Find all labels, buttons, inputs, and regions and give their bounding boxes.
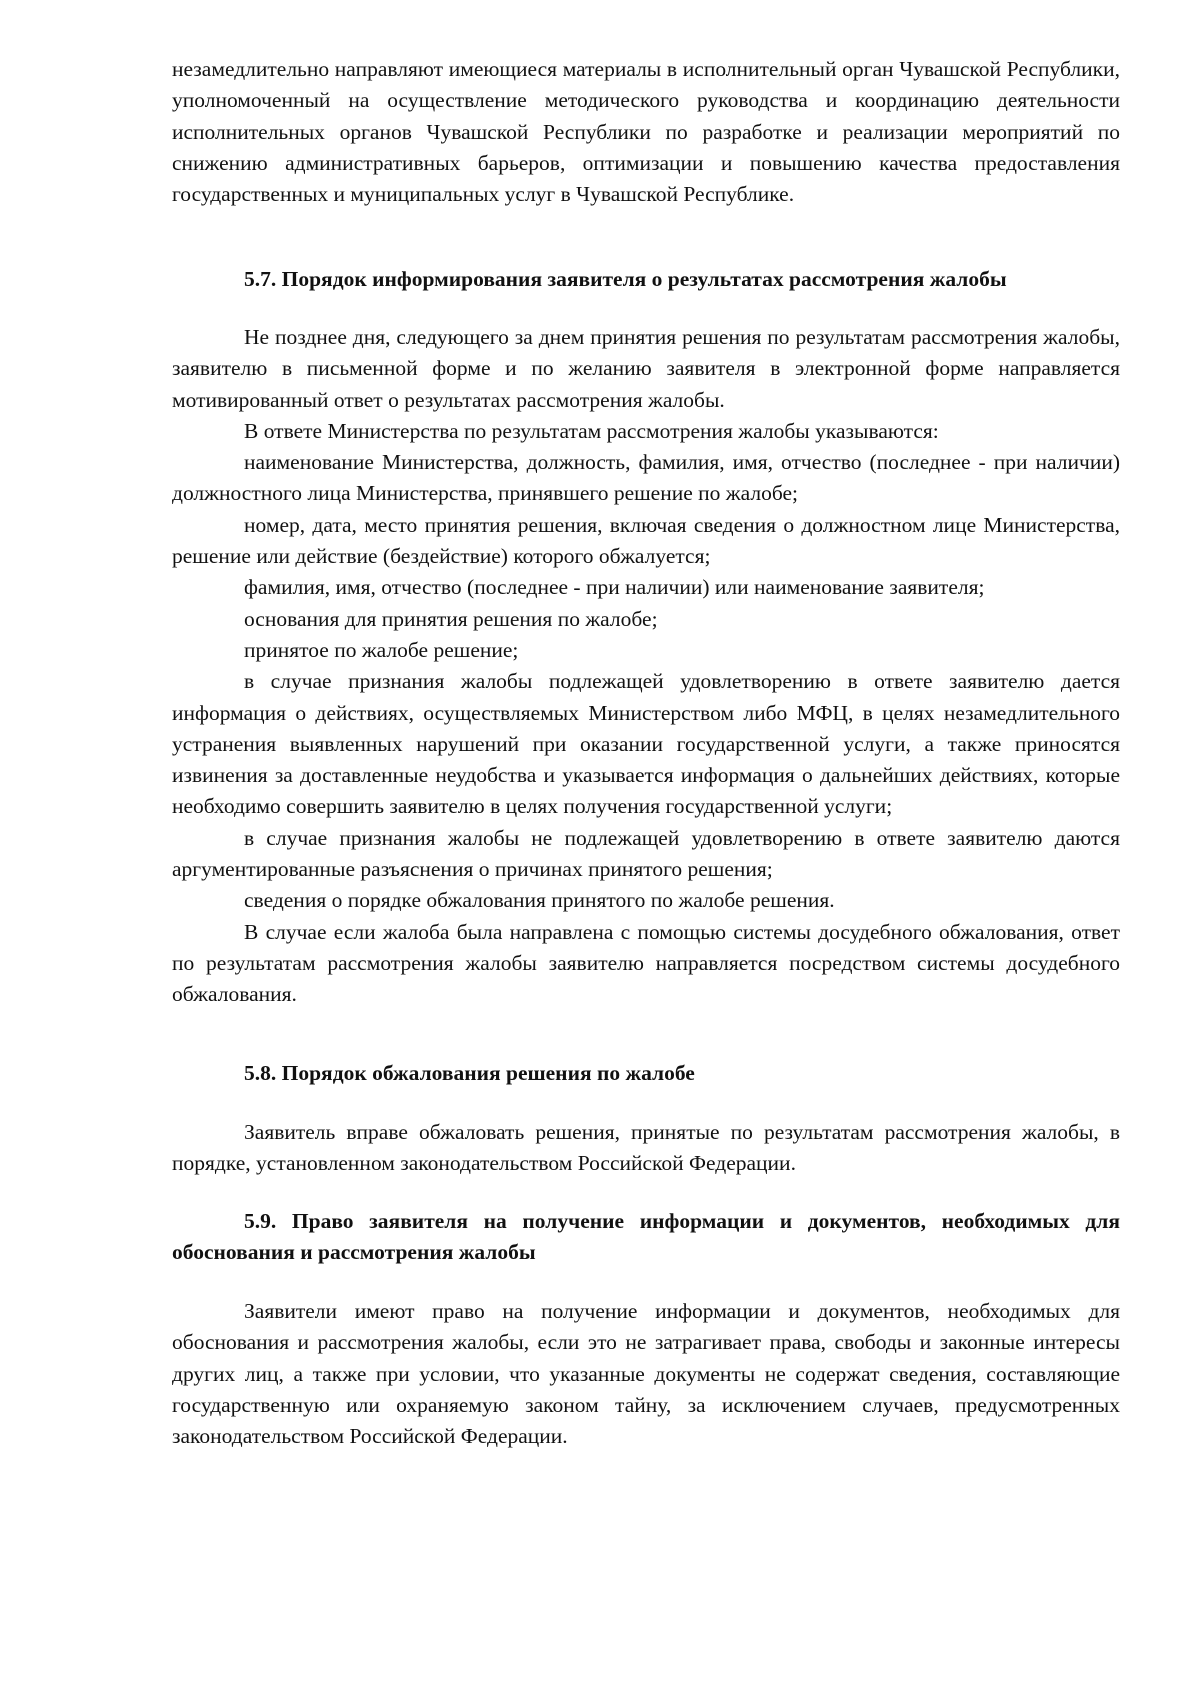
- paragraph-5-7-rejected-case: в случае признания жалобы не подлежащей удовлетворению в ответе заявителю даются аргументированные разъяснения о причинах принятого решения;: [172, 825, 1120, 882]
- section-5-8-heading-block: [172, 1058, 1120, 1089]
- paragraph-5-7-appeal-procedure: сведения о порядке обжалования принятого по жалобе решения.: [244, 888, 835, 913]
- section-5-9-body: [172, 1296, 1120, 1452]
- paragraph-5-7-decision-details: номер, дата, место принятия решения, включая сведения о должностном лице Министерства, решение или действие (бездействие) которого обжалуется;: [172, 512, 1120, 569]
- section-5-7-heading-block: [172, 264, 1120, 295]
- section-5-9-heading: 5.9. Право заявителя на получение информации и документов, необходимых для обоснования и рассмотрения жалобы: [172, 1209, 1120, 1265]
- section-5-7-body: [172, 322, 1120, 1011]
- paragraph-5-7-upheld-case: в случае признания жалобы подлежащей удовлетворению в ответе заявителю дается информация о действиях, осуществляемых Министерством либо МФЦ, в целях незамедлительного устранения выявленных нарушений при оказании государственной услуги, а также приносятся извинения за доставленные неудобства и указывается информация о дальнейших действиях, которые необходимо совершить заявителю в целях получения государственной услуги;: [172, 669, 1120, 819]
- paragraph-5-7-decision: принятое по жалобе решение;: [244, 637, 519, 662]
- paragraph-5-7-pretrial-system: В случае если жалоба была направлена с помощью системы досудебного обжалования, ответ по результатам рассмотрения жалобы заявителю направляется посредством системы досудебного обжалования.: [172, 919, 1120, 1007]
- section-5-7-heading: 5.7. Порядок информирования заявителя о результатах рассмотрения жалобы: [244, 267, 1007, 291]
- section-5-9-heading-block: [172, 1206, 1120, 1269]
- paragraph-5-7-official-name: наименование Министерства, должность, фамилия, имя, отчество (последнее - при наличии) должностного лица Министерства, принявшего решение по жалобе;: [172, 450, 1120, 506]
- intro-paragraph: незамедлительно направляют имеющиеся материалы в исполнительный орган Чувашской Республики, уполномоченный на осуществление методического руководства и координацию деятельности исполнительных органов Чувашской Республики по разработке и реализации мероприятий по снижению административных барьеров, оптимизации и повышению качества предоставления государственных и муниципальных услуг в Чувашской Республике.: [172, 57, 1120, 207]
- section-5-8-heading: 5.8. Порядок обжалования решения по жалобе: [244, 1061, 695, 1085]
- paragraph-5-8: Заявитель вправе обжаловать решения, принятые по результатам рассмотрения жалобы, в порядке, установленном законодательством Российской Федерации.: [172, 1120, 1120, 1176]
- paragraph-5-7-answer-deadline: Не позднее дня, следующего за днем принятия решения по результатам рассмотрения жалобы, заявителю в письменной форме и по желанию заявителя в электронной форме направляется мотивированный ответ о результатах рассмотрения жалобы.: [172, 325, 1120, 412]
- paragraph-5-7-answer-contents-intro: В ответе Министерства по результатам рассмотрения жалобы указываются:: [244, 418, 939, 443]
- section-5-8-body: [172, 1117, 1120, 1180]
- intro-block: [172, 54, 1120, 210]
- paragraph-5-7-decision-grounds: основания для принятия решения по жалобе;: [244, 606, 658, 631]
- paragraph-5-9: Заявители имеют право на получение информации и документов, необходимых для обоснования и рассмотрения жалобы, если это не затрагивает права, свободы и законные интересы других лиц, а также при условии, что указанные документы не содержат сведения, составляющие государственную или охраняемую законом тайну, за исключением случаев, предусмотренных законодательством Российской Федерации.: [172, 1299, 1120, 1449]
- paragraph-5-7-applicant-name: фамилия, имя, отчество (последнее - при наличии) или наименование заявителя;: [244, 575, 985, 600]
